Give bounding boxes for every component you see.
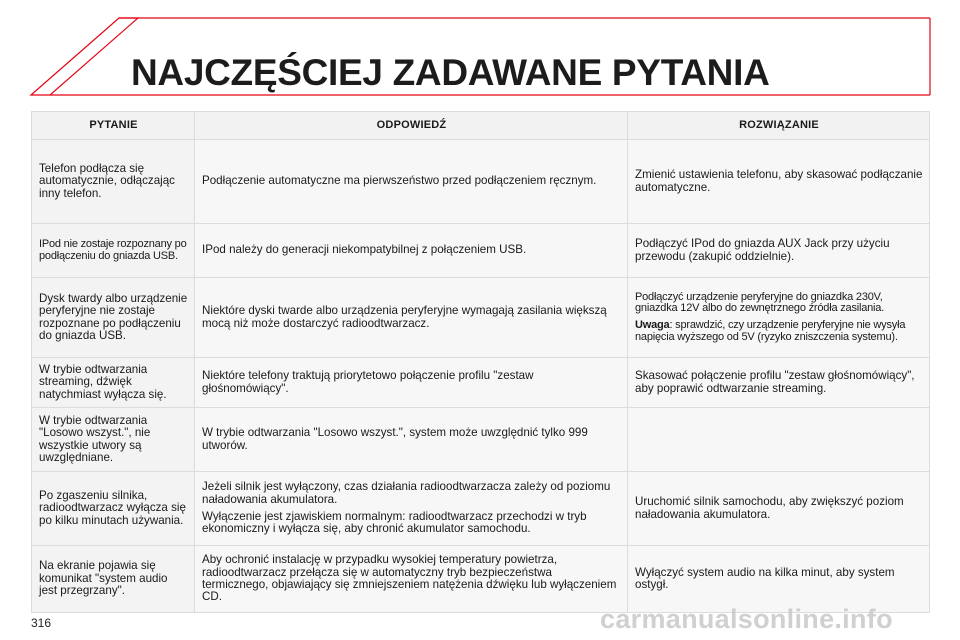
watermark-logo: carmanualsonline.info [600, 604, 893, 634]
answer-extra-text: Wyłączenie jest zjawiskiem normalnym: radioodtwarzacz przechodzi w tryb ekonomiczny i wyłącza się, aby chronić akumulator samochodu. [202, 510, 587, 536]
question-cell: IPod nie zostaje rozpoznany po podłączeniu do gniazda USB. [32, 224, 195, 278]
table-row [32, 546, 930, 613]
answer-cell: IPod należy do generacji niekompatybilnej z połączeniem USB. [195, 224, 628, 278]
note-label: Uwaga [635, 319, 670, 331]
table-row [32, 224, 930, 278]
table-row [32, 140, 930, 224]
question-cell: Dysk twardy albo urządzenie peryferyjne nie zostaje rozpoznane po podłączeniu do gniazda USB. [32, 278, 195, 358]
question-cell: Na ekranie pojawia się komunikat "system audio jest przegrzany". [32, 546, 195, 613]
answer-cell: W trybie odtwarzania "Losowo wszyst.", system może uwzględnić tylko 999 utworów. [195, 408, 628, 472]
faq-table [31, 111, 930, 613]
table-row [32, 278, 930, 358]
solution-text: Podłączyć urządzenie peryferyjne do gniazdka 230V, gniazdka 12V albo do zewnętrznego źródła zasilania. [635, 290, 885, 315]
table-header-row [32, 112, 930, 140]
answer-cell: Podłączenie automatyczne ma pierwszeństwo przed podłączeniem ręcznym. [195, 140, 628, 224]
solution-cell [628, 408, 930, 472]
solution-cell: Uruchomić silnik samochodu, aby zwiększyć poziom naładowania akumulatora. [628, 472, 930, 546]
page-number: 316 [31, 616, 52, 630]
answer-text: Jeżeli silnik jest wyłączony, czas działania radioodtwarzacza zależy od poziomu naładowania akumulatora. [202, 480, 611, 506]
question-cell: Telefon podłącza się automatycznie, odłączając inny telefon. [32, 140, 195, 224]
table-row [32, 408, 930, 472]
solution-note [635, 320, 923, 343]
table-row [32, 472, 930, 546]
question-cell: Po zgaszeniu silnika, radioodtwarzacz wyłącza się po kilku minutach używania. [32, 472, 195, 546]
page-title: NAJCZĘŚCIEJ ZADAWANE PYTANIA [131, 52, 770, 93]
column-header-answer: ODPOWIEDŹ [195, 112, 628, 140]
solution-cell: Skasować połączenie profilu "zestaw głośnomówiący", aby poprawić odtwarzanie streaming. [628, 358, 930, 408]
solution-cell [628, 278, 930, 358]
answer-cell: Niektóre telefony traktują priorytetowo połączenie profilu "zestaw głośnomówiący". [195, 358, 628, 408]
solution-cell: Wyłączyć system audio na kilka minut, aby system ostygł. [628, 546, 930, 613]
answer-cell [195, 472, 628, 546]
table-row [32, 358, 930, 408]
column-header-question: PYTANIE [32, 112, 195, 140]
solution-cell: Podłączyć IPod do gniazda AUX Jack przy użyciu przewodu (zakupić oddzielnie). [628, 224, 930, 278]
solution-cell: Zmienić ustawienia telefonu, aby skasować podłączanie automatyczne. [628, 140, 930, 224]
question-cell: W trybie odtwarzania "Losowo wszyst.", nie wszystkie utwory są uwzględniane. [32, 408, 195, 472]
question-cell: W trybie odtwarzania streaming, dźwięk natychmiast wyłącza się. [32, 358, 195, 408]
column-header-solution: ROZWIĄZANIE [628, 112, 930, 140]
note-text: : sprawdzić, czy urządzenie peryferyjne nie wysyła napięcia wyższego od 5V (ryzyko zniszczenia systemu). [635, 319, 906, 343]
answer-cell: Aby ochronić instalację w przypadku wysokiej temperatury powietrza, radioodtwarzacz przełącza się w automatyczny tryb bezpieczeństwa termicznego, objawiający się zmniejszeniem natężenia dźwięku lub wyłączeniem CD. [195, 546, 628, 613]
answer-cell: Niektóre dyski twarde albo urządzenia peryferyjne wymagają zasilania większą mocą niż może dostarczyć radioodtwarzacz. [195, 278, 628, 358]
